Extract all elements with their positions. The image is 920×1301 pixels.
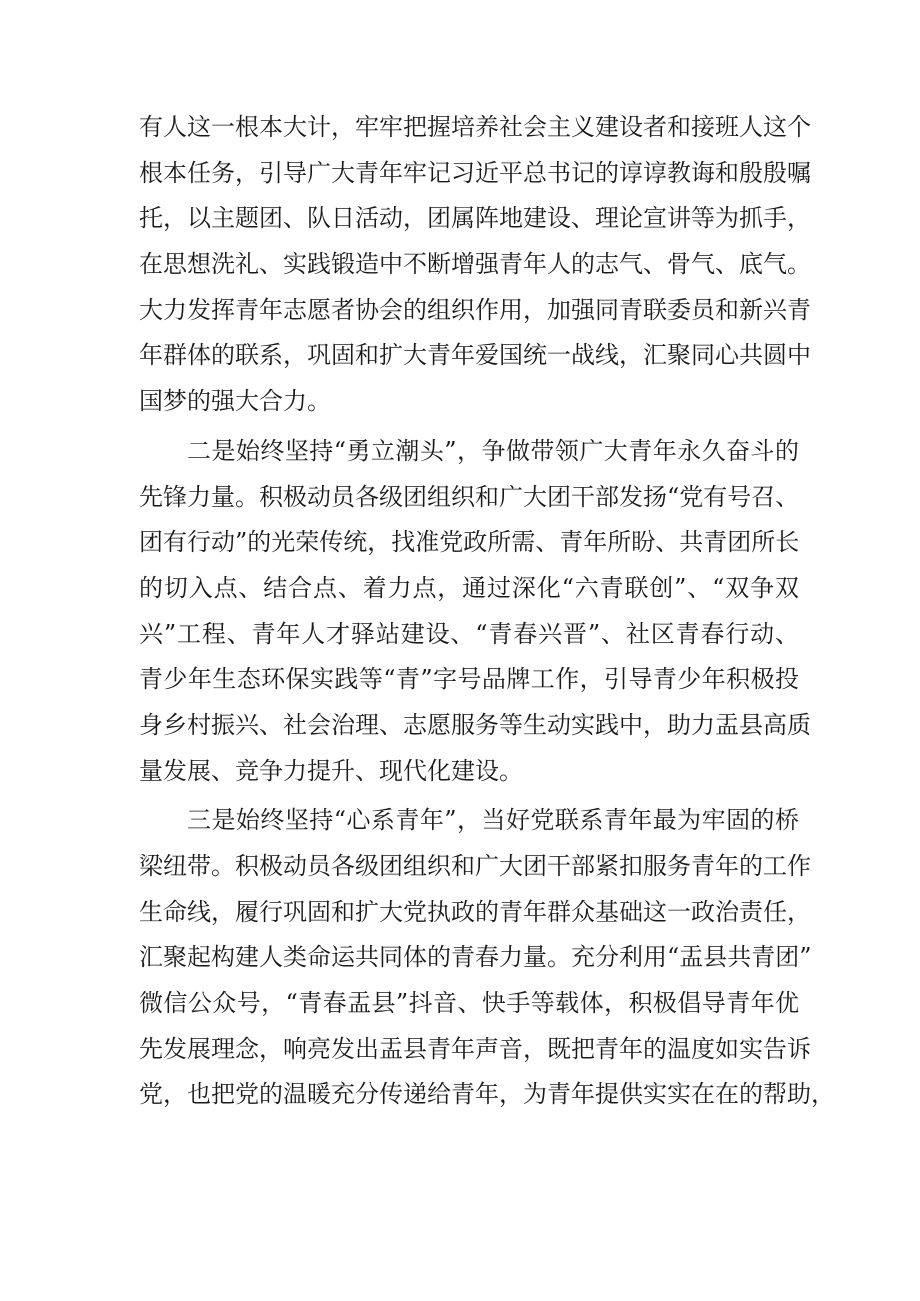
text-line: 微信公众号，“青春盂县”抖音、快手等载体，积极倡导青年优 [139,989,799,1018]
text-line: 汇聚起构建人类命运共同体的青春力量。充分利用“盂县共青团” [139,943,812,972]
text-line: 梁纽带。积极动员各级团组织和广大团干部紧扣服务青年的工作 [139,852,811,880]
text-line: 先锋力量。积极动员各级团组织和广大团干部发扬“党有号召、 [139,482,800,511]
text-line: 年群体的联系，巩固和扩大青年爱国统一战线，汇聚同心共圆中 [139,341,811,370]
text-line: 二是始终坚持“勇立潮头”，争做带领广大青年永久奋斗的 [187,436,799,465]
text-line: 的切入点、结合点、着力点，通过深化“六青联创”、“双争双 [139,573,799,602]
text-line: 身乡村振兴、社会治理、志愿服务等生动实践中，助力盂县高质 [139,710,811,739]
text-line: 三是始终坚持“心系青年”，当好党联系青年最为牢固的桥 [187,806,799,835]
text-line: 根本任务，引导广大青年牢记习近平总书记的谆谆教诲和殷殷嘱 [139,158,811,187]
text-line: 兴”工程、青年人才驿站建设、“青春兴晋”、社区青春行动、 [139,619,799,648]
text-line: 团有行动”的光荣传统，找准党政所需、青年所盼、共青团所长 [139,528,800,557]
text-line: 量发展、竞争力提升、现代化建设。 [139,756,523,785]
text-line: 生命线，履行巩固和扩大党执政的青年群众基础这一政治责任， [139,897,811,926]
paragraph [139,798,835,1118]
paragraph [139,429,811,795]
text-line: 青少年生态环保实践等“青”字号品牌工作，引导青少年积极投 [139,665,799,694]
text-line: 大力发挥青年志愿者协会的组织作用，加强同青联委员和新兴青 [139,295,811,324]
document-body [139,105,835,1118]
text-line: 有人这一根本大计，牢牢把握培养社会主义建设者和接班人这个 [139,113,811,141]
text-line: 先发展理念，响亮发出盂县青年声音，既把青年的温度如实告诉 [139,1034,811,1063]
paragraph [139,105,811,425]
text-line: 国梦的强大合力。 [139,387,331,416]
text-line: 在思想洗礼、实践锻造中不断增强青年人的志气、骨气、底气。 [139,250,811,279]
text-line: 托，以主题团、队日活动，团属阵地建设、理论宣讲等为抓手， [139,204,811,233]
text-line: 党，也把党的温暖充分传递给青年，为青年提供实实在在的帮助， [139,1080,835,1109]
